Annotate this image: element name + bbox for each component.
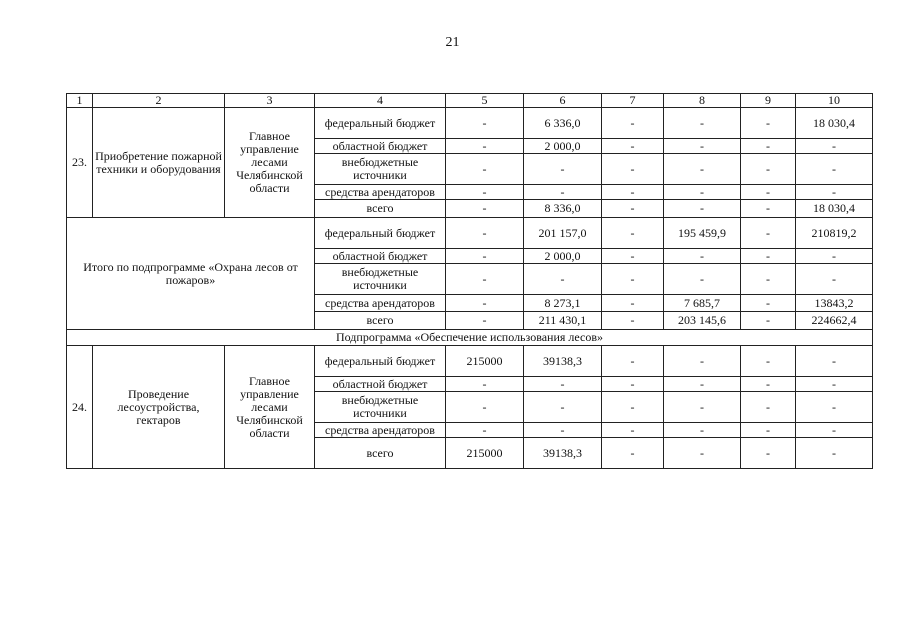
value-cell: - xyxy=(602,218,664,249)
value-cell: 39138,3 xyxy=(524,438,602,469)
value-cell: - xyxy=(602,200,664,218)
value-cell: - xyxy=(741,200,796,218)
value-cell: - xyxy=(524,154,602,185)
value-cell: - xyxy=(741,218,796,249)
value-cell: 215000 xyxy=(446,346,524,377)
column-number: 2 xyxy=(93,94,225,108)
value-cell: - xyxy=(446,377,524,392)
column-number: 1 xyxy=(67,94,93,108)
value-cell: - xyxy=(446,249,524,264)
value-cell: - xyxy=(741,346,796,377)
value-cell: - xyxy=(796,346,873,377)
value-cell: - xyxy=(602,139,664,154)
value-cell: - xyxy=(796,154,873,185)
value-cell: - xyxy=(796,139,873,154)
value-cell: - xyxy=(602,295,664,312)
value-cell: 6 336,0 xyxy=(524,108,602,139)
value-cell: - xyxy=(664,108,741,139)
value-cell: 215000 xyxy=(446,438,524,469)
value-cell: - xyxy=(602,423,664,438)
value-cell: - xyxy=(664,249,741,264)
value-cell: - xyxy=(446,200,524,218)
value-cell: - xyxy=(741,438,796,469)
table-row xyxy=(67,108,873,139)
funding-source: внебюджетные источники xyxy=(315,154,446,185)
value-cell: - xyxy=(741,185,796,200)
column-number: 10 xyxy=(796,94,873,108)
funding-source: всего xyxy=(315,200,446,218)
value-cell: - xyxy=(796,423,873,438)
funding-source: областной бюджет xyxy=(315,249,446,264)
funding-source: всего xyxy=(315,438,446,469)
value-cell: - xyxy=(446,218,524,249)
value-cell: - xyxy=(446,108,524,139)
value-cell: 211 430,1 xyxy=(524,312,602,330)
value-cell: - xyxy=(524,423,602,438)
value-cell: - xyxy=(664,185,741,200)
value-cell: - xyxy=(602,377,664,392)
value-cell: - xyxy=(602,264,664,295)
value-cell: 18 030,4 xyxy=(796,108,873,139)
value-cell: - xyxy=(602,438,664,469)
value-cell: - xyxy=(741,139,796,154)
value-cell: 201 157,0 xyxy=(524,218,602,249)
value-cell: - xyxy=(664,392,741,423)
value-cell: - xyxy=(796,264,873,295)
funding-source: областной бюджет xyxy=(315,139,446,154)
subprogram-row xyxy=(67,330,873,346)
value-cell: - xyxy=(446,312,524,330)
value-cell: - xyxy=(741,392,796,423)
value-cell: - xyxy=(741,423,796,438)
value-cell: - xyxy=(524,264,602,295)
funding-source: всего xyxy=(315,312,446,330)
value-cell: 210819,2 xyxy=(796,218,873,249)
value-cell: - xyxy=(741,377,796,392)
funding-source: федеральный бюджет xyxy=(315,218,446,249)
value-cell: - xyxy=(446,295,524,312)
value-cell: - xyxy=(446,264,524,295)
value-cell: - xyxy=(741,108,796,139)
funding-source: внебюджетные источники xyxy=(315,264,446,295)
value-cell: - xyxy=(446,185,524,200)
value-cell: 8 273,1 xyxy=(524,295,602,312)
value-cell: 18 030,4 xyxy=(796,200,873,218)
value-cell: 203 145,6 xyxy=(664,312,741,330)
value-cell: - xyxy=(446,139,524,154)
value-cell: - xyxy=(602,154,664,185)
funding-source: внебюджетные источники xyxy=(315,392,446,423)
funding-source: областной бюджет xyxy=(315,377,446,392)
value-cell: 13843,2 xyxy=(796,295,873,312)
value-cell: - xyxy=(664,154,741,185)
item-executor: Главное управление лесами Челябинской области xyxy=(225,108,315,218)
value-cell: - xyxy=(446,154,524,185)
funding-source: средства арендаторов xyxy=(315,185,446,200)
table-row xyxy=(67,346,873,377)
funding-source: средства арендаторов xyxy=(315,423,446,438)
funding-source: средства арендаторов xyxy=(315,295,446,312)
value-cell: - xyxy=(524,392,602,423)
value-cell: - xyxy=(602,185,664,200)
item-name: Приобретение пожарной техники и оборудования xyxy=(93,108,225,218)
value-cell: - xyxy=(796,249,873,264)
value-cell: - xyxy=(602,108,664,139)
column-number: 4 xyxy=(315,94,446,108)
value-cell: 39138,3 xyxy=(524,346,602,377)
value-cell: - xyxy=(602,312,664,330)
value-cell: - xyxy=(446,392,524,423)
value-cell: - xyxy=(524,377,602,392)
column-number: 5 xyxy=(446,94,524,108)
value-cell: 224662,4 xyxy=(796,312,873,330)
value-cell: - xyxy=(446,423,524,438)
column-number: 6 xyxy=(524,94,602,108)
value-cell: - xyxy=(796,377,873,392)
value-cell: - xyxy=(664,438,741,469)
value-cell: - xyxy=(796,392,873,423)
column-number: 9 xyxy=(741,94,796,108)
page-number: 21 xyxy=(445,35,460,50)
value-cell: - xyxy=(664,423,741,438)
value-cell: - xyxy=(741,312,796,330)
value-cell: - xyxy=(664,139,741,154)
item-name: Проведение лесоустройства, гектаров xyxy=(93,346,225,469)
value-cell: - xyxy=(741,249,796,264)
subprogram-heading: Подпрограмма «Обеспечение использования лесов» xyxy=(67,330,873,346)
value-cell: - xyxy=(664,200,741,218)
subtotal-label: Итого по подпрограмме «Охрана лесов от пожаров» xyxy=(67,218,315,330)
funding-source: федеральный бюджет xyxy=(315,108,446,139)
budget-table xyxy=(66,93,873,469)
column-number: 7 xyxy=(602,94,664,108)
value-cell: - xyxy=(602,346,664,377)
value-cell: - xyxy=(741,154,796,185)
value-cell: - xyxy=(602,249,664,264)
value-cell: - xyxy=(741,295,796,312)
value-cell: - xyxy=(664,346,741,377)
item-executor: Главное управление лесами Челябинской области xyxy=(225,346,315,469)
value-cell: - xyxy=(524,185,602,200)
column-number-row xyxy=(67,94,873,108)
value-cell: 2 000,0 xyxy=(524,139,602,154)
value-cell: - xyxy=(741,264,796,295)
value-cell: 195 459,9 xyxy=(664,218,741,249)
column-number: 3 xyxy=(225,94,315,108)
value-cell: - xyxy=(602,392,664,423)
value-cell: - xyxy=(796,185,873,200)
value-cell: 2 000,0 xyxy=(524,249,602,264)
value-cell: 7 685,7 xyxy=(664,295,741,312)
item-number: 23. xyxy=(67,108,93,218)
column-number: 8 xyxy=(664,94,741,108)
value-cell: 8 336,0 xyxy=(524,200,602,218)
value-cell: - xyxy=(664,377,741,392)
value-cell: - xyxy=(664,264,741,295)
table-row xyxy=(67,218,873,249)
value-cell: - xyxy=(796,438,873,469)
funding-source: федеральный бюджет xyxy=(315,346,446,377)
item-number: 24. xyxy=(67,346,93,469)
